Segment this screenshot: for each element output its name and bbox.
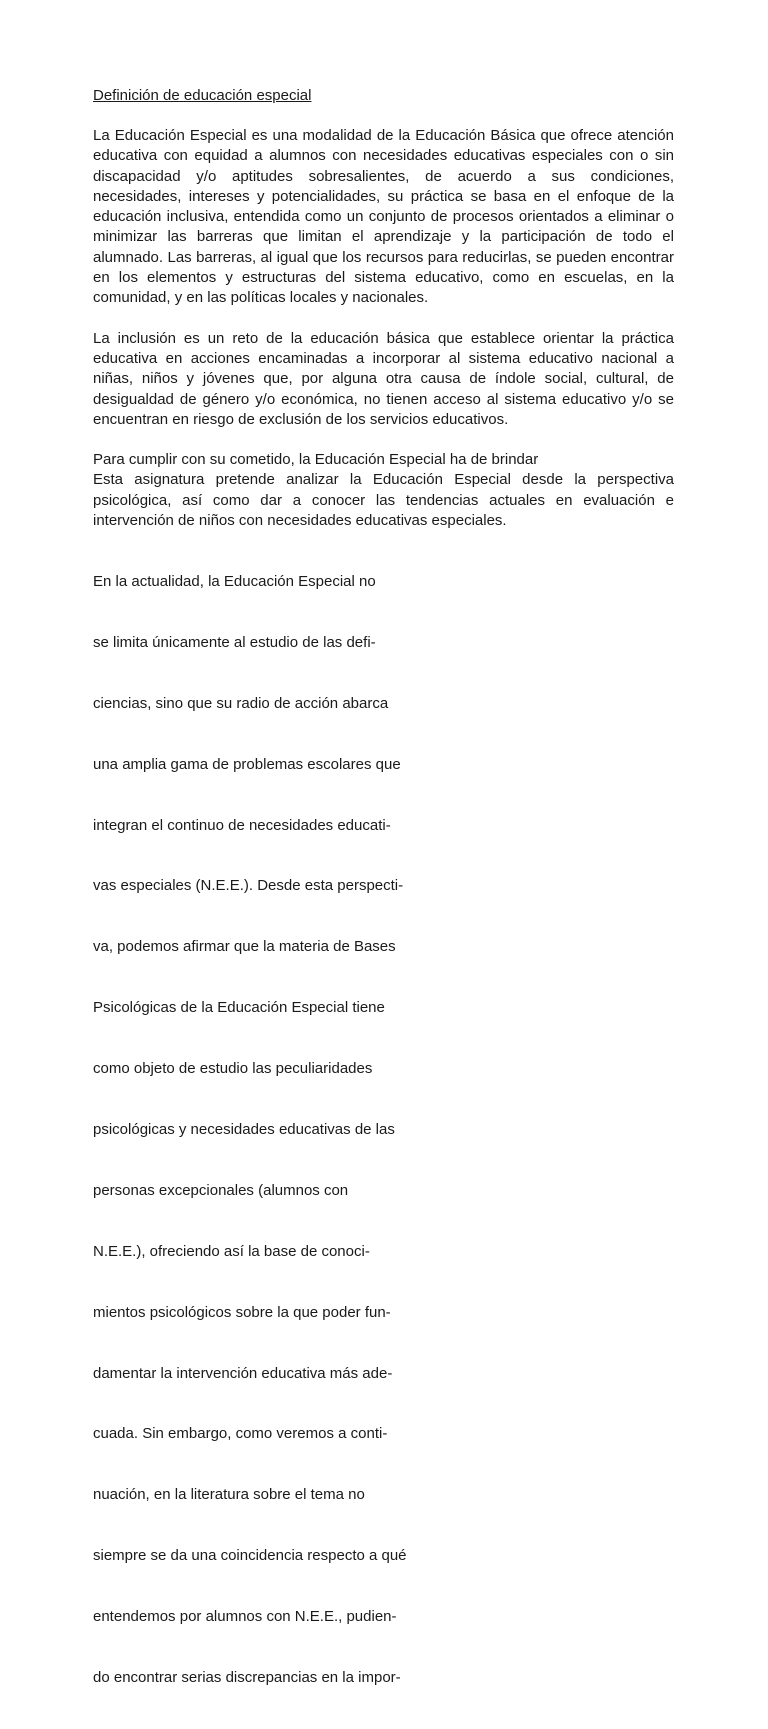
column-line: psicológicas y necesidades educativas de las — [93, 1120, 395, 1138]
paragraph-3 — [93, 450, 674, 531]
column-line: cuada. Sin embargo, como veremos a conti- — [93, 1425, 388, 1443]
column-line: do encontrar serias discrepancias en la impor- — [93, 1668, 401, 1686]
column-line: como objeto de estudio las peculiaridades — [93, 1060, 373, 1078]
column-line: siempre se da una coincidencia respecto a qué — [93, 1547, 407, 1565]
column-line: Psicológicas de la Educación Especial tiene — [93, 999, 385, 1017]
column-line: mientos psicológicos sobre la que poder fun- — [93, 1303, 391, 1321]
narrow-column-text — [93, 531, 433, 1729]
column-line: damentar la intervención educativa más ade- — [93, 1364, 393, 1382]
column-line: una amplia gama de problemas escolares que — [93, 755, 401, 773]
column-line: integran el continuo de necesidades educati- — [93, 816, 391, 834]
document-content — [93, 86, 674, 1729]
column-line: N.E.E.), ofreciendo así la base de conoci- — [93, 1242, 370, 1260]
paragraph-3-body: Esta asignatura pretende analizar la Educación Especial desde la perspectiva psicológica, así como dar a conocer las tendencias actuales en evaluación e intervención de niños con necesidades educativas especiales. — [93, 471, 674, 530]
column-line: personas excepcionales (alumnos con — [93, 1181, 349, 1199]
column-line: nuación, en la literatura sobre el tema no — [93, 1486, 365, 1504]
paragraph-2: La inclusión es un reto de la educación básica que establece orientar la práctica educativa en acciones encaminadas a incorporar al sistema educativo nacional a niñas, niños y jóvenes que, por alguna otra causa de índole social, cultural, de desigualdad de género y/o económica, no tienen acceso al sistema educativo y/o se encuentran en riesgo de exclusión de los servicios educativos. — [93, 329, 674, 428]
paragraph-1: La Educación Especial es una modalidad de la Educación Básica que ofrece atención educativa con equidad a alumnos con necesidades educativas especiales con o sin discapacidad y/o aptitudes sobresalientes, de acuerdo a sus condiciones, necesidades, intereses y potencialidades, su práctica se basa en el enfoque de la educación inclusiva, entendida como un conjunto de procesos orientados a eliminar o minimizar las barreras que limitan el aprendizaje y la participación de todo el alumnado. Las barreras, al igual que los recursos para reducirlas, se pueden encontrar en los elementos y estructuras del sistema educativo, como en escuelas, en la comunidad, y en las políticas locales y nacionales. — [93, 127, 674, 307]
column-line: va, podemos afirmar que la materia de Bases — [93, 938, 396, 956]
column-line: entendemos por alumnos con N.E.E., pudien- — [93, 1608, 397, 1626]
paragraph-3-first-line: Para cumplir con su cometido, la Educación Especial ha de brindar — [93, 451, 539, 469]
column-line: se limita únicamente al estudio de las defi- — [93, 633, 376, 651]
column-line: ciencias, sino que su radio de acción abarca — [93, 694, 389, 712]
column-line: vas especiales (N.E.E.). Desde esta perspecti- — [93, 877, 404, 895]
document-title: Definición de educación especial — [93, 87, 312, 104]
column-line: En la actualidad, la Educación Especial no — [93, 572, 376, 590]
